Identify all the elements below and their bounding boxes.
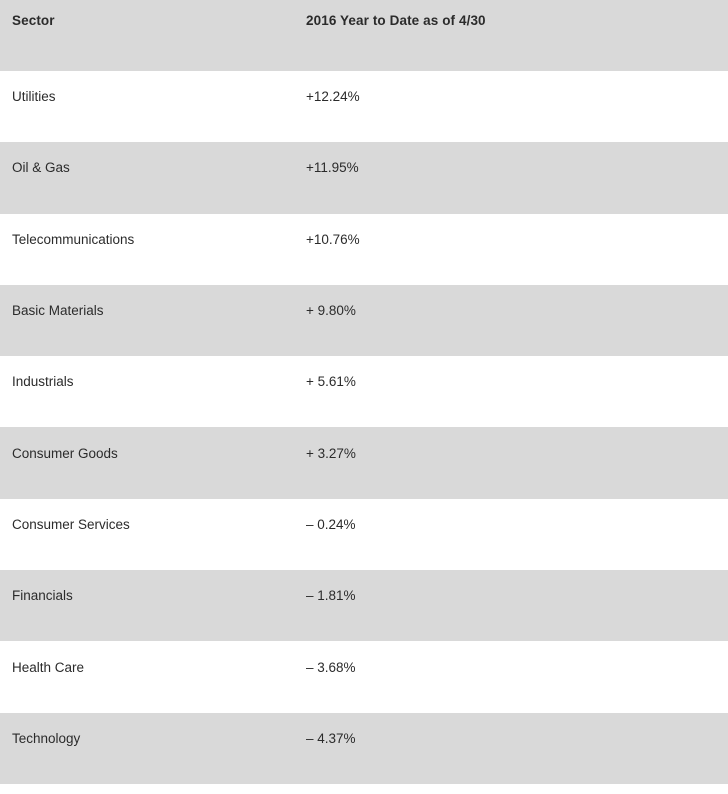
ytd-value: +12.24% [306,89,360,105]
cell-ytd-value [296,499,728,570]
cell-ytd-value [296,71,728,142]
table-header-row [0,0,728,71]
ytd-value: + 9.80% [306,303,356,319]
cell-sector [0,427,296,498]
cell-ytd-value [296,142,728,213]
sector-label: Industrials [12,374,74,390]
cell-sector [0,285,296,356]
cell-sector [0,142,296,213]
ytd-value: + 3.27% [306,445,356,461]
table-row [0,285,728,356]
sector-label: Basic Materials [12,303,104,319]
sector-label: Consumer Goods [12,445,118,461]
ytd-value: + 5.61% [306,374,356,390]
sector-label: Telecommunications [12,231,135,247]
table-row [0,427,728,498]
sector-label: Consumer Services [12,516,130,532]
column-header-ytd-label: 2016 Year to Date as of 4/30 [306,13,486,28]
cell-ytd-value [296,641,728,712]
cell-sector [0,499,296,570]
table-row [0,570,728,641]
ytd-value: – 1.81% [306,588,356,604]
cell-sector [0,570,296,641]
cell-ytd-value [296,713,728,784]
table-row [0,356,728,427]
column-header-sector-label: Sector [12,13,55,28]
table-row [0,71,728,142]
table-row [0,641,728,712]
table-row [0,713,728,784]
cell-sector [0,641,296,712]
cell-sector [0,214,296,285]
cell-ytd-value [296,356,728,427]
column-header-sector [0,0,296,71]
ytd-value: – 3.68% [306,659,356,675]
cell-ytd-value [296,570,728,641]
table-row [0,142,728,213]
cell-sector [0,356,296,427]
cell-ytd-value [296,427,728,498]
column-header-ytd [296,0,728,71]
sector-label: Health Care [12,659,85,675]
table-body [0,71,728,784]
sector-label: Oil & Gas [12,160,70,176]
table-row [0,214,728,285]
sector-label: Technology [12,730,81,746]
cell-sector [0,713,296,784]
ytd-value: – 4.37% [306,730,356,746]
sector-label: Utilities [12,89,56,105]
cell-sector [0,71,296,142]
table-row [0,499,728,570]
ytd-value: +11.95% [306,160,359,176]
ytd-value: +10.76% [306,231,360,247]
cell-ytd-value [296,214,728,285]
cell-ytd-value [296,285,728,356]
ytd-value: – 0.24% [306,516,356,532]
sector-label: Financials [12,588,73,604]
